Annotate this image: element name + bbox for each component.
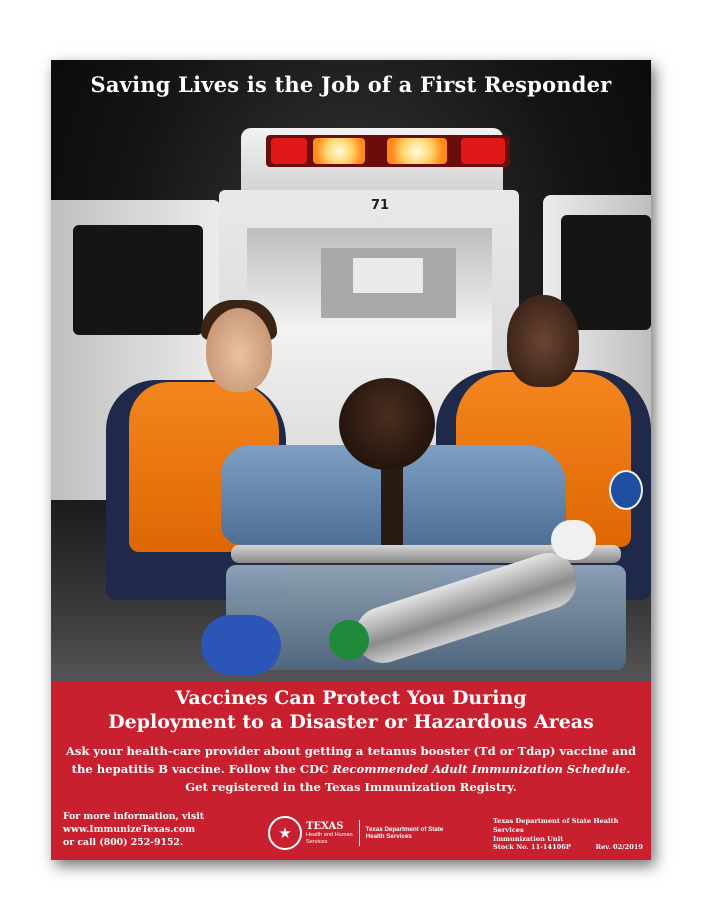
- poster: [51, 60, 651, 860]
- body-text-end: Get registered in the Texas Immunization Registry.: [185, 780, 517, 794]
- hhs-logo-name: TEXAS: [306, 821, 344, 832]
- band-body-text: [59, 742, 643, 796]
- glowing-light-right: [387, 138, 447, 164]
- dshs-logo: [366, 826, 444, 841]
- band-title-line1: Vaccines Can Protect You During: [175, 687, 527, 709]
- hhs-logo: [306, 821, 353, 845]
- patient-head: [339, 378, 435, 470]
- right-door-window: [561, 215, 651, 330]
- message-band: [51, 682, 651, 860]
- org-unit: Immunization Unit: [493, 834, 564, 843]
- ambulance-unit-number: 71: [371, 198, 390, 213]
- org-name: Texas Department of State Health Services: [493, 817, 619, 834]
- band-title: [51, 686, 651, 734]
- agency-logos: [268, 815, 443, 851]
- male-responder-head: [507, 295, 579, 387]
- texas-star-seal-icon: ★: [268, 816, 302, 850]
- red-light-left: [271, 138, 307, 164]
- logo-divider: [359, 820, 360, 846]
- hhs-logo-sub1: Health and Human: [306, 832, 353, 838]
- female-responder-head: [206, 308, 272, 392]
- revision-date: Rev. 02/2019: [595, 843, 643, 852]
- body-text-italic: Recommended Adult Immunization Schedule.: [332, 762, 631, 776]
- info-line1: For more information, visit: [63, 811, 205, 822]
- band-title-line2: Deployment to a Disaster or Hazardous Areas: [108, 711, 594, 733]
- poster-headline: Saving Lives is the Job of a First Responder: [90, 72, 612, 97]
- info-phone: or call (800) 252-9152.: [63, 837, 184, 848]
- white-glove: [551, 520, 596, 560]
- ems-star-of-life-patch: [609, 470, 643, 510]
- glowing-light-left: [313, 138, 365, 164]
- hhs-logo-sub2: Services: [306, 838, 328, 845]
- interior-window: [353, 258, 423, 293]
- left-door-window: [73, 225, 203, 335]
- body-text-start: Ask your health-care provider about getting a tetanus booster (Td or Tdap) vaccine and the hepatitis B vaccine. Follow the CDC: [65, 744, 637, 776]
- stock-number: Stock No. 11-14106P: [493, 843, 571, 852]
- oxygen-tank-valve: [329, 620, 369, 660]
- dshs-logo-line1: Texas Department of State: [365, 825, 444, 833]
- publication-info: [493, 817, 643, 852]
- stock-row: [493, 843, 643, 852]
- dshs-logo-line2: Health Services: [365, 833, 412, 840]
- info-website: www.ImmunizeTexas.com: [63, 824, 196, 835]
- blue-glove: [201, 615, 281, 675]
- ambulance-photo: [51, 60, 651, 682]
- red-light-right: [461, 138, 505, 164]
- contact-info: [63, 810, 253, 849]
